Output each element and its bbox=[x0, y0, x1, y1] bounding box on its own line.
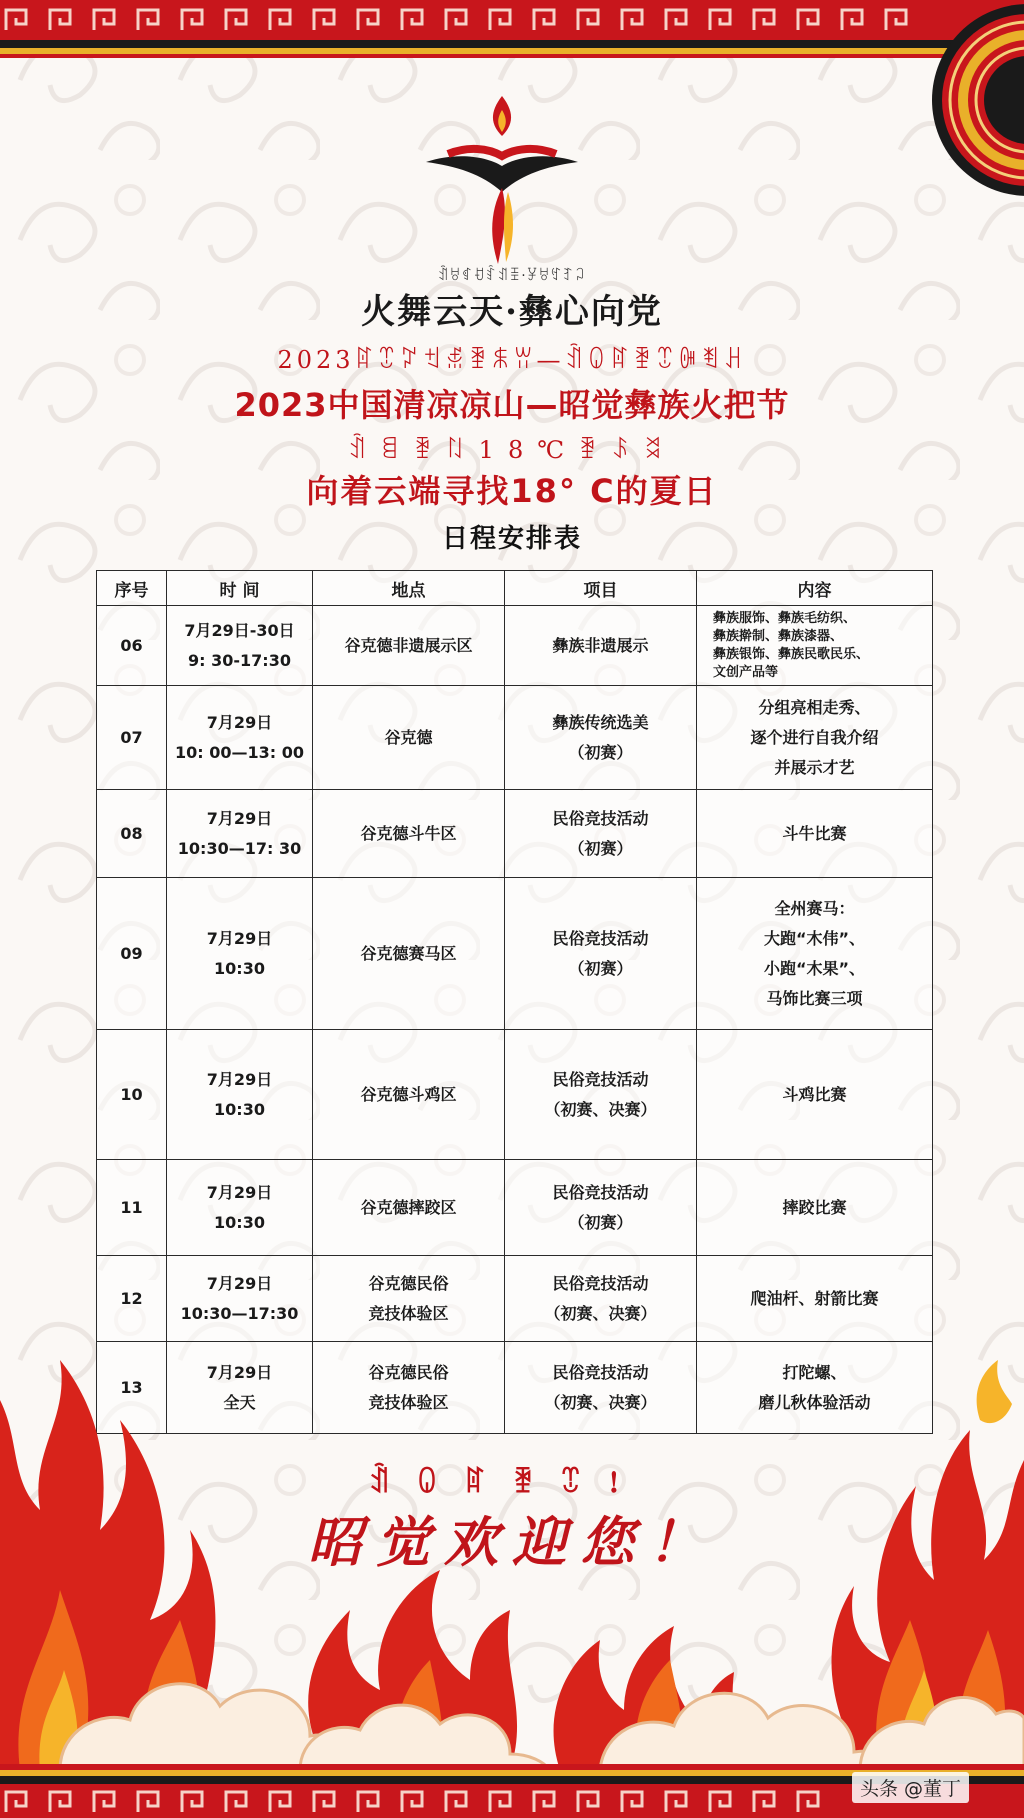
cell-item-line: 民俗竞技活动 bbox=[552, 1182, 649, 1202]
table-row bbox=[97, 606, 933, 686]
cell-time-line: 10:30—17:30 bbox=[180, 1303, 299, 1323]
cell-item bbox=[505, 790, 697, 878]
cell-item-line: （初赛、决赛） bbox=[544, 1099, 657, 1119]
cell-place bbox=[313, 606, 505, 686]
cell-item-line: （初赛） bbox=[568, 742, 633, 762]
header-item: 项目 bbox=[505, 571, 697, 606]
cell-content-line: 斗鸡比赛 bbox=[782, 1084, 847, 1104]
cell-id: 10 bbox=[97, 1030, 167, 1160]
subtitle-yi-script: ꀉꁌꄿꇁ18℃ꄿꌺꈬ bbox=[347, 436, 677, 464]
cell-content-line: 彝族擀制、彝族漆器、 bbox=[713, 628, 844, 644]
cell-content-line: 分组亮相走秀、 bbox=[758, 697, 871, 717]
cell-item-line: 民俗竞技活动 bbox=[552, 928, 649, 948]
cell-place-line: 谷克德斗牛区 bbox=[360, 823, 457, 843]
cell-place bbox=[313, 790, 505, 878]
table-row bbox=[97, 686, 933, 790]
cell-time-line: 10: 00—13: 00 bbox=[175, 742, 304, 762]
cell-place-line: 竞技体验区 bbox=[368, 1392, 449, 1412]
cell-item-line: 民俗竞技活动 bbox=[552, 1069, 649, 1089]
cell-time bbox=[167, 606, 313, 686]
cell-time-line: 10:30 bbox=[214, 958, 265, 978]
cell-content bbox=[697, 878, 933, 1030]
cell-content bbox=[697, 790, 933, 878]
cell-place-line: 谷克德非遗展示区 bbox=[344, 635, 473, 655]
schedule-table bbox=[96, 570, 933, 1434]
cell-content-line: 斗牛比赛 bbox=[782, 823, 847, 843]
cell-id: 06 bbox=[97, 606, 167, 686]
cell-time-line: 全天 bbox=[223, 1392, 256, 1412]
cell-time-line: 10:30 bbox=[214, 1212, 265, 1232]
cell-time bbox=[167, 1256, 313, 1342]
slogan: 火舞云天·彝心向党 bbox=[361, 292, 663, 332]
table-row bbox=[97, 878, 933, 1030]
cell-time bbox=[167, 1160, 313, 1256]
table-row bbox=[97, 1256, 933, 1342]
cell-item bbox=[505, 606, 697, 686]
festival-title: 2023中国清凉凉山—昭觉彝族火把节 bbox=[234, 386, 790, 424]
cell-time bbox=[167, 790, 313, 878]
cell-item-line: （初赛、决赛） bbox=[544, 1303, 657, 1323]
cell-time bbox=[167, 878, 313, 1030]
cell-place bbox=[313, 1160, 505, 1256]
cell-content-line: 彝族银饰、彝族民歌民乐、 bbox=[713, 646, 870, 662]
cell-place-line: 谷克德民俗 bbox=[368, 1273, 449, 1293]
cell-time-line: 7月29日 bbox=[206, 928, 273, 948]
cell-id: 08 bbox=[97, 790, 167, 878]
header-place: 地点 bbox=[313, 571, 505, 606]
cell-content-line: 小跑“木果”、 bbox=[763, 958, 866, 978]
cell-id: 07 bbox=[97, 686, 167, 790]
cell-time-line: 7月29日 bbox=[206, 1273, 273, 1293]
cell-content-line: 爬油杆、射箭比赛 bbox=[750, 1288, 879, 1308]
cell-item bbox=[505, 1256, 697, 1342]
cell-content bbox=[697, 606, 933, 686]
cell-id: 12 bbox=[97, 1256, 167, 1342]
cell-place bbox=[313, 1030, 505, 1160]
cell-time-line: 7月29日 bbox=[206, 1069, 273, 1089]
cell-time-line: 7月29日 bbox=[206, 1182, 273, 1202]
cell-time-line: 7月29日 bbox=[206, 1362, 273, 1382]
top-border bbox=[0, 0, 1024, 62]
cell-place-line: 谷克德摔跤区 bbox=[360, 1197, 457, 1217]
cell-content-line: 全州赛马： bbox=[774, 898, 855, 918]
cell-item-line: 彝族传统选美 bbox=[552, 712, 649, 732]
table-row bbox=[97, 790, 933, 878]
cell-content-line: 打陀螺、 bbox=[782, 1362, 847, 1382]
cell-id: 11 bbox=[97, 1160, 167, 1256]
corner-medallion bbox=[930, 0, 1024, 210]
schedule-heading: 日程安排表 bbox=[441, 524, 582, 554]
cell-item bbox=[505, 1160, 697, 1256]
header-id: 序号 bbox=[97, 571, 167, 606]
cell-content-line: 文创产品等 bbox=[713, 664, 779, 680]
cell-item-line: 民俗竞技活动 bbox=[552, 1273, 649, 1293]
cell-time bbox=[167, 686, 313, 790]
slogan-yi-script: ꀉꀞꁍꀀꆎꀊꀨ·ꐯꀞꉐꆈꃀ bbox=[437, 268, 587, 284]
cell-time bbox=[167, 1030, 313, 1160]
header-time: 时 间 bbox=[167, 571, 313, 606]
welcome-message: 昭觉欢迎您！ bbox=[308, 1510, 716, 1574]
festival-subtitle: 向着云端寻找18° C的夏日 bbox=[306, 472, 718, 510]
cell-place bbox=[313, 1256, 505, 1342]
header-content: 内容 bbox=[697, 571, 933, 606]
cell-item-line: 彝族非遗展示 bbox=[552, 635, 649, 655]
cell-place-line: 谷克德赛马区 bbox=[360, 943, 457, 963]
cell-content-line: 大跑“木伟”、 bbox=[763, 928, 866, 948]
welcome-yi-script: ꀉꐎꍏꄿꀪ！ bbox=[368, 1466, 656, 1499]
cell-place bbox=[313, 878, 505, 1030]
cell-place-line: 谷克德 bbox=[384, 727, 433, 747]
cell-content-line: 逐个进行自我介绍 bbox=[750, 727, 879, 747]
cell-place-line: 竞技体验区 bbox=[368, 1303, 449, 1323]
cell-id: 09 bbox=[97, 878, 167, 1030]
cell-item-line: （初赛、决赛） bbox=[544, 1392, 657, 1412]
cell-time-line: 9: 30-17:30 bbox=[188, 650, 291, 670]
cell-time-line: 7月29日 bbox=[206, 808, 273, 828]
table-row bbox=[97, 1030, 933, 1160]
torch-dancer-logo bbox=[418, 92, 586, 272]
cell-item bbox=[505, 686, 697, 790]
cell-content bbox=[697, 1030, 933, 1160]
title-yi-script: 2023ꍏꀪꇗꉬꅇꄿꐬꀕ—ꀉꐎꍏꄿꀪꁏꄮꃅ bbox=[277, 346, 747, 374]
cell-content bbox=[697, 1256, 933, 1342]
cell-item-line: （初赛） bbox=[568, 1212, 633, 1232]
cell-place-line: 谷克德斗鸡区 bbox=[360, 1084, 457, 1104]
cell-content-line: 摔跤比赛 bbox=[782, 1197, 847, 1217]
cell-item bbox=[505, 878, 697, 1030]
cell-time-line: 10:30—17: 30 bbox=[177, 838, 302, 858]
cell-content bbox=[697, 686, 933, 790]
cell-content-line: 彝族服饰、彝族毛纺织、 bbox=[713, 610, 857, 626]
cell-time-line: 7月29日 bbox=[206, 712, 273, 732]
source-watermark: 头条 @董丁 bbox=[852, 1772, 969, 1803]
cell-time-line: 7月29日-30日 bbox=[184, 620, 295, 640]
table-header-row bbox=[97, 571, 933, 606]
cell-item-line: 民俗竞技活动 bbox=[552, 1362, 649, 1382]
cell-place-line: 谷克德民俗 bbox=[368, 1362, 449, 1382]
cell-item-line: 民俗竞技活动 bbox=[552, 808, 649, 828]
cell-time-line: 10:30 bbox=[214, 1099, 265, 1119]
cell-content-line: 磨儿秋体验活动 bbox=[758, 1392, 871, 1412]
cell-item bbox=[505, 1030, 697, 1160]
cell-item-line: （初赛） bbox=[568, 838, 633, 858]
cell-place bbox=[313, 686, 505, 790]
cell-item-line: （初赛） bbox=[568, 958, 633, 978]
table-row bbox=[97, 1160, 933, 1256]
cell-content bbox=[697, 1160, 933, 1256]
cell-id: 13 bbox=[97, 1342, 167, 1434]
cell-content-line: 马饰比赛三项 bbox=[766, 988, 863, 1008]
cell-content-line: 并展示才艺 bbox=[774, 757, 855, 777]
